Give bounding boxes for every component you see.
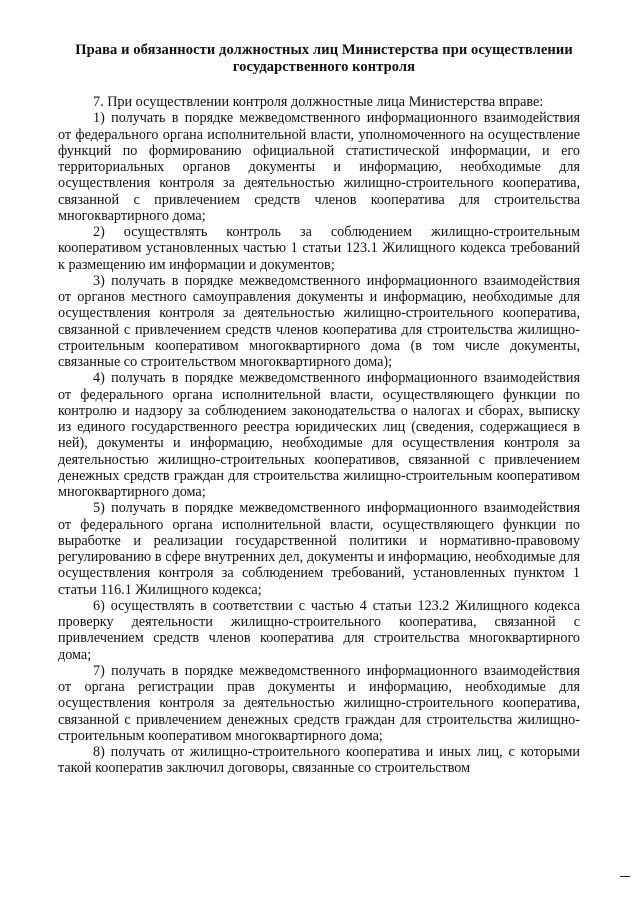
list-item-4: 4) получать в порядке межведомственного информационного взаимодействия от федерального органа исполнительной власти, осуществляющего функции по контролю и надзору за соблюдением законодательства о налогах и сборах, выписку из единого государственного реестра юридических лиц (сведения, содержащиеся в ней), документы и информацию, необходимые для осуществления контроля за деятельностью жилищно-строительных кооперативов, связанной с привлечением денежных средств граждан для строительства жилищно-строительным кооперативом многоквартирного дома; <box>58 370 580 500</box>
list-item-3: 3) получать в порядке межведомственного информационного взаимодействия от органов местного самоуправления документы и информацию, необходимые для осуществления контроля за деятельностью жилищно-строительного кооператива, связанной с привлечением средств членов кооператива для строительства жилищно-строительным кооперативом многоквартирного дома (в том числе документы, связанные со строительством многоквартирного дома); <box>58 272 580 370</box>
list-item-7: 7) получать в порядке межведомственного информационного взаимодействия от органа регистрации прав документы и информацию, необходимые для осуществления контроля за деятельностью жилищно-строительного кооператива, связанной с привлечением денежных средств граждан для строительства жилищно-строительным кооперативом многоквартирного дома; <box>58 662 580 744</box>
document-body <box>58 94 580 777</box>
intro-paragraph: 7. При осуществлении контроля должностные лица Министерства вправе: <box>93 94 544 110</box>
list-item-6: 6) осуществлять в соответствии с частью 4 статьи 123.2 Жилищного кодекса проверку деятельности жилищно-строительного кооператива, связанной с привлечением средств членов кооператива для строительства многоквартирного дома; <box>58 597 580 663</box>
section-title <box>60 42 588 76</box>
list-item-5: 5) получать в порядке межведомственного информационного взаимодействия от федерального органа исполнительной власти, осуществляющего функции по выработке и реализации государственной политики и нормативно-правовому регулированию в сфере внутренних дел, документы и информацию, необходимые для осуществления контроля за соблюдением требований, установленных пунктом 1 статьи 116.1 Жилищного кодекса; <box>58 500 580 598</box>
section-title-line-1: Права и обязанности должностных лиц Министерства при осуществлении <box>75 42 573 58</box>
list-item-8: 8) получать от жилищно-строительного кооператива и иных лиц, с которыми такой кооператив заключил договоры, связанные со строительством <box>58 744 580 777</box>
list-item-2: 2) осуществлять контроль за соблюдением жилищно-строительным кооперативом установленных частью 1 статьи 123.1 Жилищного кодекса требований к размещению им информации и документов; <box>58 224 580 273</box>
page-edge-mark <box>620 876 630 877</box>
list-item-1: 1) получать в порядке межведомственного информационного взаимодействия от федерального органа исполнительной власти, уполномоченного на осуществление функций по формированию официальной статистической информации, и его территориальных органов документы и информацию, необходимые для осуществления контроля за деятельностью жилищно-строительного кооператива, связанной с привлечением средств членов кооператива для строительства многоквартирного дома; <box>58 110 580 224</box>
section-title-line-2: государственного контроля <box>232 59 416 75</box>
